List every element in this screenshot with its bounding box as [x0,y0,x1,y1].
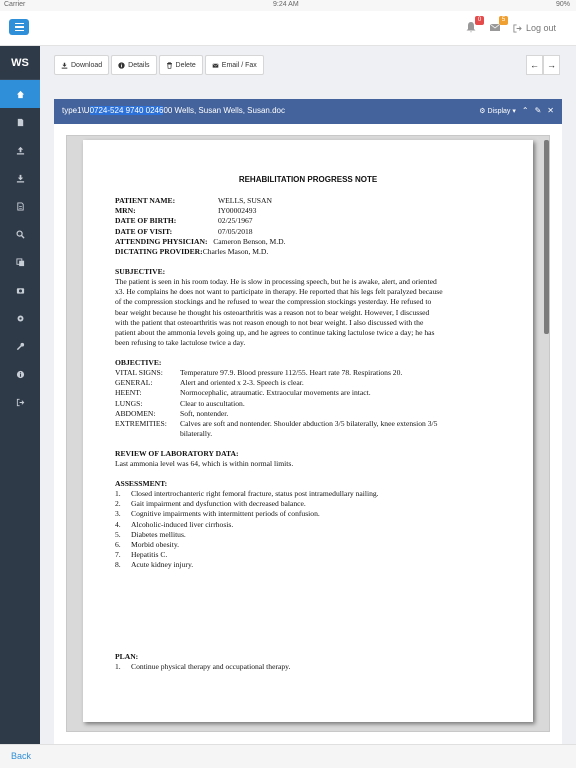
document-page [83,140,533,722]
assessment-number: 2. [115,499,121,509]
header-field-label: DATE OF VISIT: [115,226,173,236]
status-bar [0,0,576,11]
assessment-number: 1. [115,489,121,498]
sidebar-item-files[interactable] [0,108,40,136]
document-title: REHABILITATION PROGRESS NOTE [238,175,378,184]
document-icon [16,202,25,211]
sidebar-item-signout[interactable] [0,388,40,416]
sidebar-item-search[interactable] [0,220,40,248]
sidebar-item-settings[interactable] [0,304,40,332]
app-logo: WS [0,46,40,80]
logout-button[interactable] [513,23,556,33]
display-label: Display [487,107,511,115]
sidebar-item-home[interactable] [0,80,40,108]
objective-label: VITAL SIGNS: [115,368,163,377]
header-field-value: WELLS, SUSAN [218,196,273,205]
info-icon [16,370,25,379]
subjective-heading: SUBJECTIVE: [115,267,166,276]
subjective-line: The patient is seen in his room today. He is slow in processing speech, but he is awake, alert, and oriented [115,277,437,286]
camera-icon [16,286,25,295]
wrench-icon [16,342,25,351]
objective-value: Temperature 97.9. Blood pressure 112/55. Heart rate 78. Respirations 20. [180,368,403,377]
subjective-line: been refusing to take lactulose twice a day. [115,338,246,348]
objective-label: GENERAL: [115,378,153,388]
caret-down-icon: ▾ [512,107,516,115]
plan-item: Continue physical therapy and occupational therapy. [131,662,291,671]
bell-icon[interactable] [465,17,482,34]
sidebar-item-download[interactable] [0,164,40,192]
upload-icon [16,146,25,155]
header-field-value: IY00002493 [218,206,257,216]
assessment-item: Cognitive impairments with intermittent periods of confusion. [131,509,320,519]
signout-icon [16,398,25,407]
attending-physician [115,237,286,247]
dictating-label: DICTATING PROVIDER: [115,247,203,256]
envelope-icon[interactable] [489,17,506,34]
pencil-icon[interactable]: ✎ [534,106,542,115]
subjective-line: with the patient that osteoarthritis was not reason enough to not bear weight. I also discussed with the [115,317,424,327]
plan-heading: PLAN: [115,652,139,661]
sidebar-item-upload[interactable] [0,136,40,164]
assessment-item: Diabetes mellitus. [131,529,186,539]
objective-value: Soft, nontender. [180,408,229,418]
objective-value: Normocephalic, atraumatic. Extraocular movements are intact. [180,388,371,398]
sidebar-item-copy[interactable] [0,248,40,276]
sidebar-item-camera[interactable] [0,276,40,304]
top-bar [0,11,576,46]
details-label: Details [128,61,150,69]
objective-label: HEENT: [115,388,142,398]
bottom-bar [0,744,576,768]
assessment-item: Morbid obesity. [131,540,180,549]
assessment-number: 6. [115,540,121,549]
clock: 9:24 AM [273,1,299,8]
sidebar-item-documents[interactable] [0,192,40,220]
subjective-line: bear weight because he thought his osteoarthritis was a reason not to bear weight. However, I discussed [115,307,430,317]
signout-icon [513,24,522,33]
objective-value: Clear to auscultation. [180,398,245,408]
document-scrollbar[interactable] [544,140,549,334]
trash-icon [166,62,173,69]
objective-continuation: bilaterally. [180,429,213,438]
objective-value: Alert and oriented x 2-3. Speech is clear. [180,378,304,388]
assessment-number: 3. [115,509,121,519]
header-field-label: DATE OF BIRTH: [115,216,177,226]
arrow-right-icon: → [547,60,556,70]
objective-label: ABDOMEN: [115,408,156,418]
file-icon [16,118,25,127]
logout-label: Log out [525,23,556,33]
gear-icon [16,314,25,323]
header-field-value: 02/25/1967 [218,216,253,226]
copy-icon [16,258,25,267]
sidebar [0,46,40,744]
email-fax-label: Email / Fax [221,61,257,69]
objective-heading: OBJECTIVE: [115,358,162,367]
subjective-line: x3. He complains he does not want to participate in therapy. He reported that his legs felt paralyzed because [115,287,443,297]
download-label: Download [71,61,103,69]
document-filename [62,106,285,115]
search-icon [16,230,25,239]
details-button[interactable] [111,55,156,75]
assessment-item: Alcoholic-induced liver cirrhosis. [131,519,234,529]
document-toolbar [54,55,264,75]
assessment-item: Closed intertrochanteric right femoral fracture, status post intramedullary nailing. [131,489,379,498]
assessment-number: 7. [115,550,121,560]
sidebar-item-tools[interactable] [0,332,40,360]
delete-label: Delete [175,61,196,69]
header-field-value: 07/05/2018 [218,226,253,236]
dictating-value: Charles Mason, M.D. [202,247,269,256]
filename-suffix: 00 Wells, Susan Wells, Susan.doc [163,106,285,115]
header-field-label: PATIENT NAME: [115,196,176,205]
assessment-number: 5. [115,529,121,539]
envelope-icon [212,62,219,69]
gear-icon: ⚙ [479,107,486,115]
carrier-label: Carrier [4,1,26,8]
plan-number: 1. [115,662,121,671]
download-button[interactable] [54,55,109,75]
assessment-heading: ASSESSMENT: [115,479,168,488]
viewer-header [54,99,562,124]
document-navigation [526,55,560,75]
chevron-up-icon[interactable]: ⌃ [521,106,529,115]
info-icon [118,62,125,69]
messages-badge: 5 [499,16,508,25]
delete-button[interactable] [159,55,203,75]
back-button[interactable]: Back [11,751,32,761]
objective-label: LUNGS: [115,398,143,408]
dictating-provider [115,247,268,257]
assessment-item: Acute kidney injury. [131,560,194,570]
display-dropdown[interactable] [479,107,516,115]
attending-value: Cameron Benson, M.D. [213,237,286,246]
menu-toggle-button[interactable] [9,19,29,35]
objective-value: Calves are soft and nontender. Shoulder abduction 3/5 bilaterally, knee extension 3/5 [180,419,438,428]
home-icon [16,90,25,99]
close-icon[interactable]: ✕ [547,106,554,115]
viewer-controls [479,106,554,115]
attending-label: ATTENDING PHYSICIAN: [115,237,208,246]
assessment-item: Hepatitis C. [131,550,168,560]
objective-label: EXTREMITIES: [115,419,167,428]
header-field-label: MRN: [115,206,136,216]
arrow-left-icon: ← [530,60,539,70]
lab-heading: REVIEW OF LABORATORY DATA: [115,449,239,458]
subjective-line: patient about the ammonia levels going up, and he agrees to continue taking lactulose twice a day; he has [115,328,435,337]
assessment-number: 4. [115,519,121,529]
next-button[interactable] [543,55,560,75]
download-icon [61,62,68,69]
subjective-line: of the compression stockings and he refused to wear the compression stockings yesterday. He refused to [115,297,432,307]
previous-button[interactable] [526,55,543,75]
assessment-number: 8. [115,560,121,570]
email-fax-button[interactable] [205,55,264,75]
assessment-item: Gait impairment and dysfunction with decreased balance. [131,499,306,509]
lab-text: Last ammonia level was 64, which is within normal limits. [115,459,294,468]
battery-level: 90% [555,1,570,8]
filename-prefix: type1\U [62,106,90,115]
filename-highlight: 0724-524 9740 0246 [89,106,164,115]
sidebar-item-info[interactable] [0,360,40,388]
alerts-badge: 0 [475,16,484,25]
download-icon [16,174,25,183]
